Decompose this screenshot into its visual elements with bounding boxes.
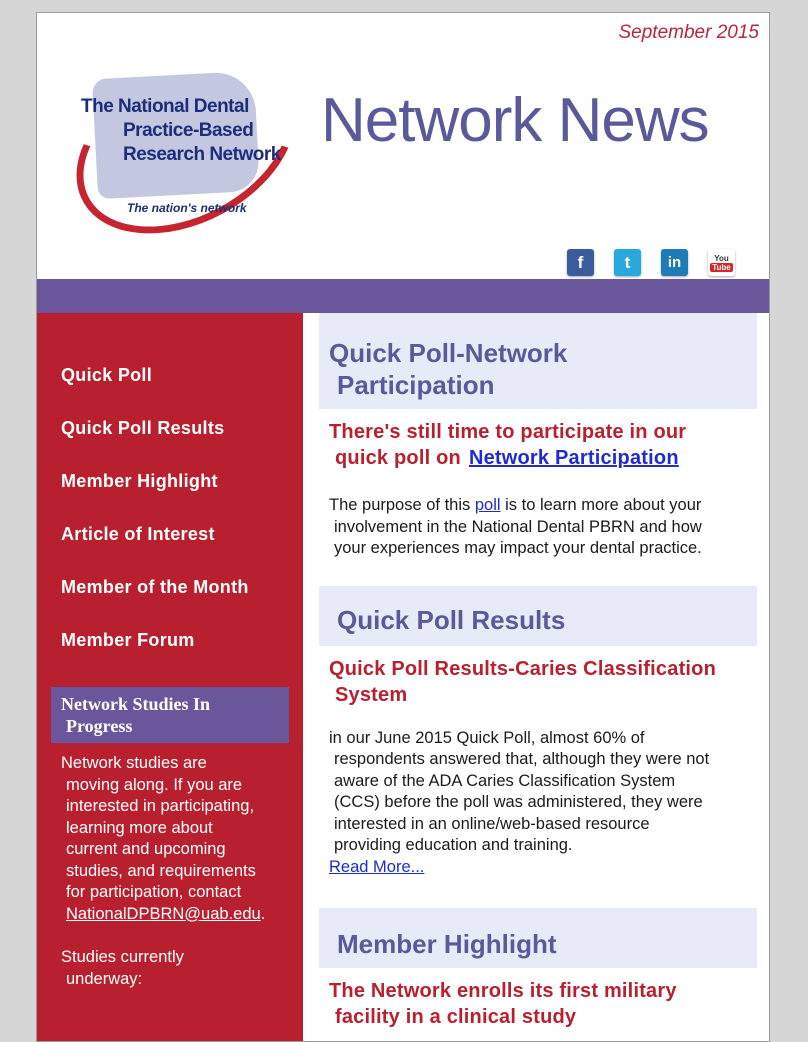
studies-line: studies, and requirements [66, 861, 256, 880]
underway-line-1: Studies currently [61, 948, 184, 966]
section-results-body [329, 728, 749, 879]
section-results-subtitle [329, 656, 749, 708]
nav-member-highlight[interactable]: Member Highlight [61, 471, 218, 491]
youtube-you: You [714, 253, 729, 263]
main-content [319, 313, 757, 1030]
read-more-line [329, 857, 749, 879]
nav-member-forum[interactable]: Member Forum [61, 630, 195, 650]
poll-link[interactable]: poll [474, 496, 501, 514]
subtitle-line: facility in a clinical study [335, 1006, 577, 1028]
newsletter-page [36, 12, 770, 1042]
logo-tagline: The nation's network [127, 201, 247, 215]
body-line: aware of the ADA Caries Classification System [334, 771, 676, 790]
studies-line: moving along. If you are [66, 775, 243, 794]
body-line: respondents answered that, although they were not [334, 750, 710, 768]
studies-line: for participation, contact [66, 883, 242, 901]
network-participation-link[interactable]: Network Participation [468, 447, 679, 469]
body-line: in our June 2015 Quick Poll, almost 60% of [329, 728, 645, 747]
body-rest: is to learn more about your [500, 496, 702, 514]
sidebar-nav [61, 363, 249, 681]
body-line-1 [329, 495, 749, 517]
studies-line: interested in participating, [66, 797, 255, 815]
youtube-tube: Tube [712, 262, 731, 272]
body-line: (CCS) before the poll was administered, they were [334, 793, 703, 811]
studies-text [61, 753, 287, 990]
studies-email-line [61, 904, 287, 926]
logo-line-3: Research Network [123, 144, 281, 165]
linkedin-icon[interactable]: in [661, 249, 688, 276]
section-highlight-subtitle [329, 978, 749, 1030]
section-quick-poll-body [329, 495, 749, 560]
issue-date: September 2015 [618, 22, 759, 43]
read-more-link[interactable]: Read More... [329, 857, 425, 876]
nav-quick-poll-results[interactable]: Quick Poll Results [61, 418, 225, 438]
studies-email-link[interactable]: NationalDPBRN@uab.edu [66, 904, 261, 923]
subtitle-line: System [335, 683, 408, 706]
masthead-title: Network News [321, 86, 709, 155]
subtitle-line: There's still time to participate in our [329, 421, 687, 443]
nav-quick-poll[interactable]: Quick Poll [61, 365, 153, 385]
logo-wordmark [81, 95, 311, 167]
studies-line: current and upcoming [66, 840, 226, 858]
nav-article-of-interest[interactable]: Article of Interest [61, 524, 215, 544]
facebook-icon[interactable]: f [567, 249, 594, 276]
section-title-line: Quick Poll Results [337, 604, 566, 635]
social-links [567, 249, 735, 276]
logo-line-2: Practice-Based [123, 120, 254, 141]
section-quick-poll-subtitle [329, 419, 749, 471]
section-title-line: Member Highlight [337, 929, 557, 959]
sidebar [37, 313, 303, 1042]
subtitle-line: The Network enrolls its first military [329, 980, 677, 1002]
body-line: involvement in the National Dental PBRN and how [334, 517, 702, 536]
underway-line-2: underway: [66, 969, 143, 988]
subtitle-text: quick poll on [335, 447, 461, 469]
section-title-line: Quick Poll-Network [329, 338, 568, 368]
studies-heading-line-1: Network Studies In [61, 694, 211, 714]
nav-member-of-the-month[interactable]: Member of the Month [61, 577, 249, 597]
network-logo[interactable] [47, 59, 295, 227]
studies-heading-line-2: Progress [66, 716, 133, 736]
body-line: providing education and training. [334, 836, 573, 854]
youtube-icon[interactable] [708, 249, 735, 276]
section-member-highlight-heading [319, 908, 757, 968]
subtitle-line: Quick Poll Results-Caries Classification [329, 657, 717, 680]
studies-line: Network studies are [61, 754, 207, 772]
subtitle-line-2 [329, 445, 749, 471]
section-quick-poll-results-heading [319, 586, 757, 646]
spacer [61, 925, 287, 947]
body-line: your experiences may impact your dental practice. [334, 539, 702, 557]
studies-email-suffix: . [260, 904, 266, 923]
logo-line-1: The National Dental [81, 96, 249, 117]
studies-heading [51, 687, 289, 743]
body-prefix: The purpose of this [329, 496, 475, 514]
header-divider-band [37, 279, 769, 313]
twitter-icon[interactable]: t [614, 249, 641, 276]
section-title-line: Participation [337, 370, 495, 400]
body-line: interested in an online/web-based resource [334, 814, 650, 833]
studies-line: learning more about [66, 818, 213, 837]
section-quick-poll-heading [319, 313, 757, 409]
